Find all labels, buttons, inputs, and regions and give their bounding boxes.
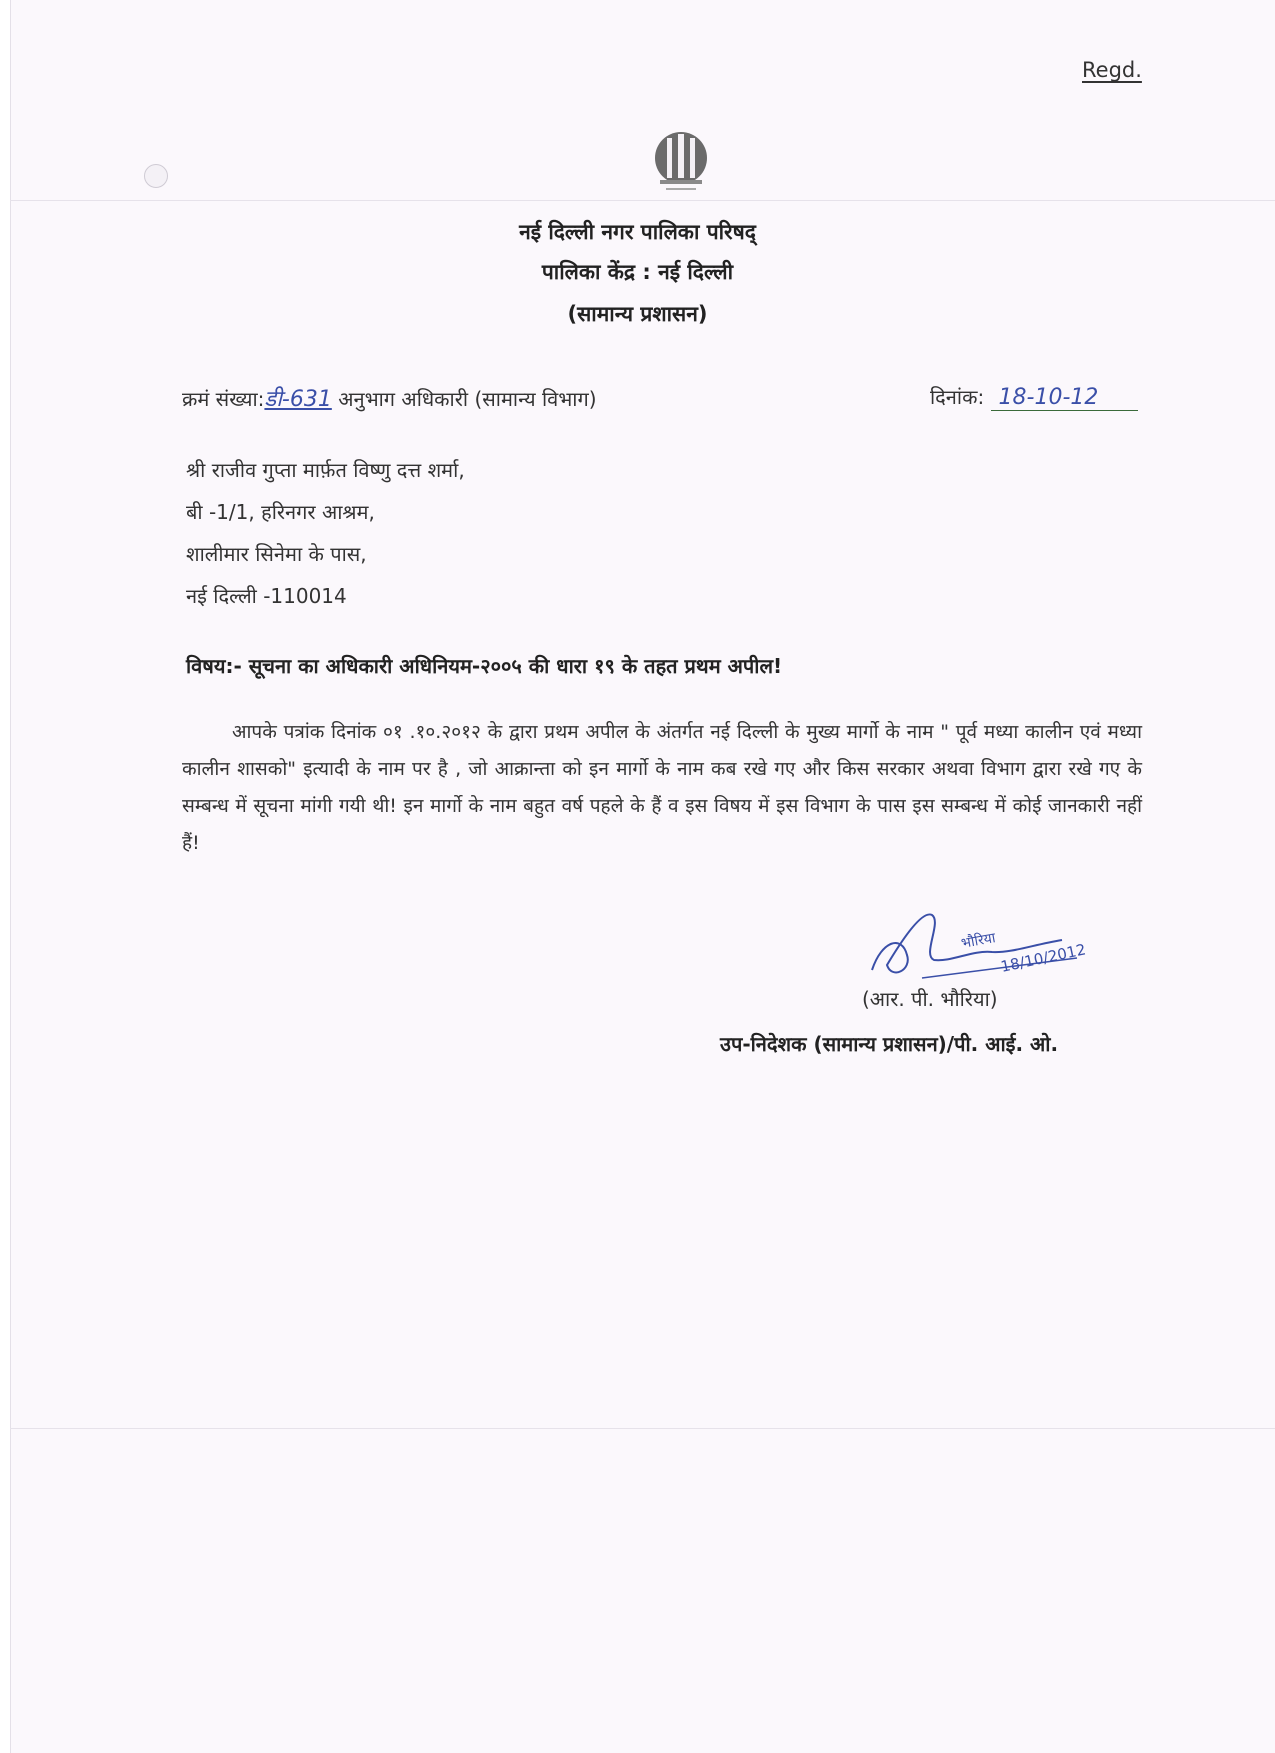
address-line-1: श्री राजीव गुप्ता मार्फ़त विष्णु दत्त शर्मा, [186,458,465,482]
registered-mark: Regd. [1082,58,1142,82]
signature-date: 18/10/2012 [999,940,1088,976]
signature-name: भौरिया [959,930,997,952]
address-line-4: नई दिल्ली -110014 [186,584,347,608]
date-value: 18-10-12 [991,385,1139,411]
date-label: दिनांक: [930,385,985,409]
letter-body: आपके पत्रांक दिनांक ०१ .१०.२०१२ के द्वारा प्रथम अपील के अंतर्गत नई दिल्ली के मुख्य मार्गो के नाम " पूर्व मध्या कालीन एवं मध्या कालीन शासको" इत्यादी के नाम पर है , जो आक्रान्ता को इन मार्गो के नाम कब रखे गए और किस सरकार अथवा विभाग द्वारा रखे गए के सम्बन्ध में सूचना मांगी गयी थी! इन मार्गो के नाम बहुत वर्ष पहले के हैं व इस विषय में इस विभाग के पास इस सम्बन्ध में कोई जानकारी नहीं हैं! [182,721,1142,854]
signatory-designation: उप-निदेशक (सामान्य प्रशासन)/पी. आई. ओ. [720,1032,1059,1056]
department-title: (सामान्य प्रशासन) [567,302,708,326]
reference-office: अनुभाग अधिकारी (सामान्य विभाग) [338,387,597,411]
address-line-3: शालीमार सिनेमा के पास, [186,542,367,566]
reference-line [182,383,597,413]
punch-hole [144,164,168,188]
reference-label: क्रमं संख्या: [182,387,265,411]
org-location: पालिका केंद्र : नई दिल्ली [541,260,734,284]
fold-line [10,1428,1275,1429]
letter-subject: विषय:- सूचना का अधिकारी अधिनियम-२००५ की धारा १९ के तहत प्रथम अपील! [186,654,783,678]
fold-line [10,200,1275,201]
org-name: नई दिल्ली नगर पालिका परिषद् [519,220,756,244]
signatory-name: (आर. पी. भौरिया) [862,987,998,1011]
reference-number: डी-631 [264,387,332,412]
address-line-2: बी -1/1, हरिनगर आश्रम, [186,500,375,524]
ndmc-logo-icon [646,128,716,202]
signature-icon [862,900,1102,990]
date-line [930,383,1138,411]
